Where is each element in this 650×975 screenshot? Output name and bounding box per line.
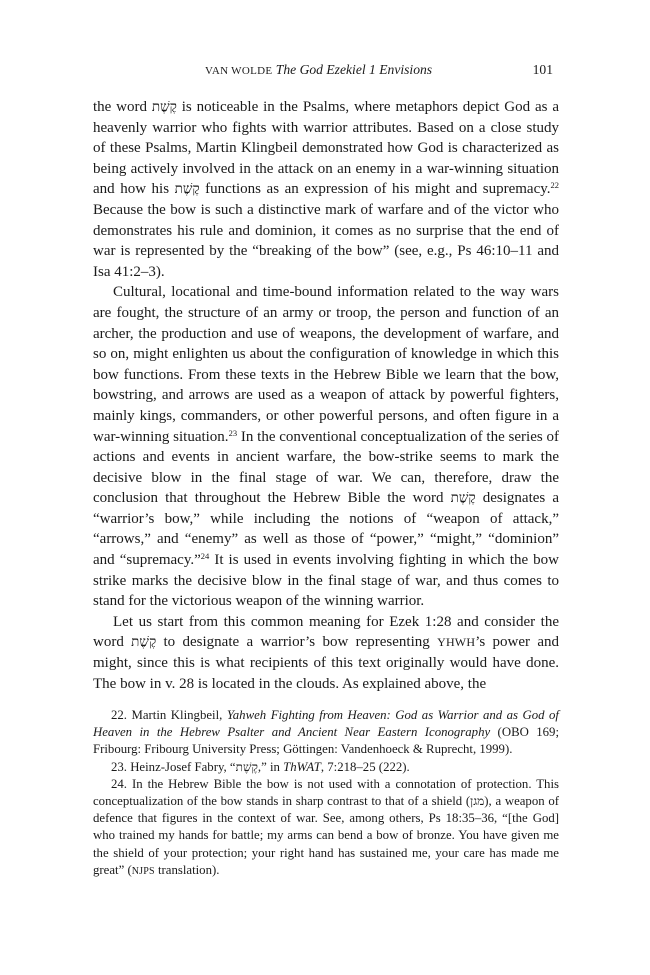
footnote-ref-23[interactable]: 23 <box>228 427 238 438</box>
article-title: The God Ezekiel 1 Envisions <box>275 62 433 77</box>
text-run: designates a “warrior’s bow,” while including the notions of “weapon of attack,” “arrows,” and “enemy” as well as those of “power,” “might,” “dominion” and “supremacy.” <box>93 490 560 569</box>
text-run: to designate a warrior’s bow representing <box>156 634 438 651</box>
footnote-23 <box>93 759 559 776</box>
text-run: translation). <box>154 862 220 877</box>
footnote-24 <box>93 776 559 880</box>
text-run: Because the bow is such a distinctive mark of warfare and of the victor who demonstrates his rule and dominion, it comes as no surprise that the end of war is represented by the “breaking of the bow” (see, e.g., Ps 46:10–11 and Isa 41:2–3). <box>93 201 559 280</box>
text-run: 22. Martin Klingbeil, <box>111 708 227 722</box>
text-run: functions as an expression of his might and supremacy. <box>199 181 551 198</box>
hebrew-word: מגן <box>470 794 485 809</box>
divine-name: YHWH <box>437 635 476 650</box>
text-run: In the conventional conceptualization of the series of actions and events in ancient warfare, the bow-strike seems to mark the decisive blow in the final stage of war. We can, therefore, draw the conclusion that throughout the Hebrew Bible the word <box>93 428 559 507</box>
paragraph-3 <box>93 612 559 694</box>
footnote-22 <box>93 707 559 759</box>
hebrew-word: קֶשֶׁת <box>174 181 200 198</box>
text-run: Cultural, locational and time-bound information related to the way wars are fought, the structure of an army or troop, the person and function of an archer, the production and use of weapons, the development of warfare, and so on, might enlighten us about the configuration of knowledge in which this bow functions. From these texts in the Hebrew Bible we learn that the bow, bowstring, and arrows are used as a weapon of attack by powerful fighters, mainly kings, commanders, or other powerful persons, and often figure in a war-winning situation. <box>93 284 559 445</box>
author-name: VAN WOLDE <box>205 65 273 77</box>
text-run: ’s power and might, since this is what recipients of this text originally would have done. The bow in v. 28 is located in the clouds. As explained above, the <box>93 634 559 692</box>
footnote-ref-24[interactable]: 24 <box>200 551 210 562</box>
hebrew-word: קֶשֶׁת <box>151 99 177 115</box>
hebrew-word: קֶשֶׁת <box>450 490 476 507</box>
running-head-title <box>205 62 432 78</box>
text-run: ), a weapon of defence that figures in the context of war. See, among others, Ps 18:35–36, “[the God] who trained my hands for battle; my arms can bend a bow of bronze. You have given me the shield of your protection; your right hand has sustained me, your care has made me great” ( <box>93 794 559 877</box>
page-number: 101 <box>532 62 553 77</box>
journal-title: ThWAT <box>283 759 321 774</box>
paragraph-2 <box>93 282 559 612</box>
text-run: Let us start from this common meaning for Ezek 1:28 and consider the word <box>93 613 559 651</box>
running-header <box>93 62 559 82</box>
book-title: Yahweh Fighting from Heaven: God as Warrior and as God of Heaven in the Hebrew Psalter and Ancient Near Eastern Iconography <box>93 708 559 740</box>
body-text <box>93 97 559 694</box>
footnote-ref-22[interactable]: 22 <box>550 180 559 191</box>
text-run: 24. In the Hebrew Bible the bow is not used with a connotation of protection. This conceptualization of the bow stands in sharp contrast to that of a shield ( <box>93 776 559 809</box>
text-run: (OBO 169; Fribourg: Fribourg University Press; Göttingen: Vandenhoeck & Ruprecht, 1999). <box>93 725 559 757</box>
footnotes <box>93 707 559 880</box>
paragraph-1 <box>93 97 559 282</box>
text-run: ,” in <box>257 759 284 774</box>
hebrew-word: קֶשֶׁת <box>131 634 157 651</box>
text-run: , 7:218–25 (222). <box>320 759 410 774</box>
text-run: is noticeable in the Psalms, where metaphors depict God as a heavenly warrior who fights with warrior attributes. Based on a close study of these Psalms, Martin Klingbeil demonstrated how God is characterized as being actively involved in the attack on an enemy in a war-winning situation and how his <box>93 99 559 198</box>
text-run: the word <box>93 99 152 115</box>
hebrew-word: קֶשֶׁת <box>235 759 258 774</box>
text-run: 23. Heinz-Josef Fabry, “ <box>111 759 236 774</box>
translation-abbrev: NJPS <box>131 865 155 877</box>
text-run: It is used in events involving fighting in which the bow strike marks the decisive blow in the final stage of war, and thus comes to stand for the victorious weapon of the winning warrior. <box>93 552 559 610</box>
